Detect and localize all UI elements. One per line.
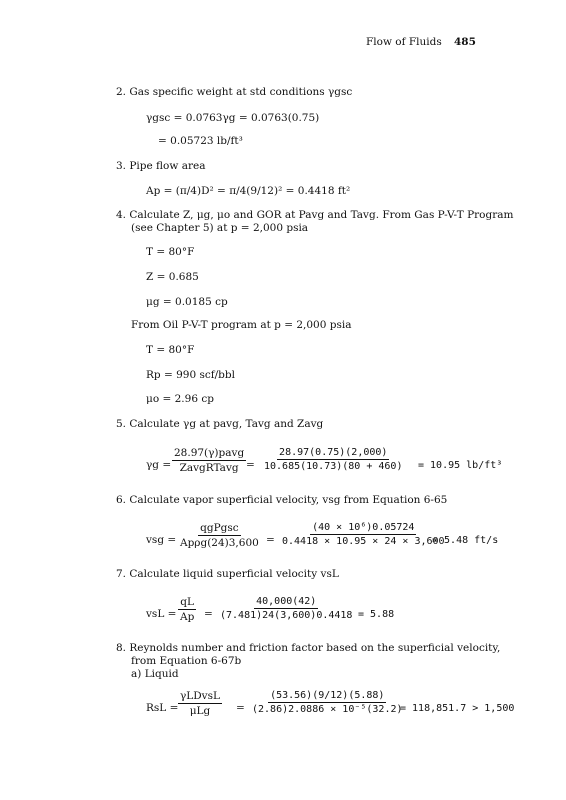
step-7-result: = 5.88: [358, 609, 395, 620]
step-8-lhs: RsL =: [146, 702, 179, 714]
fraction-denominator: 10.685(10.73)(80 + 460): [264, 461, 403, 472]
equals-sign: =: [266, 534, 275, 546]
fraction-denominator: (2.86)2.0886 × 10⁻⁵(32.2): [252, 704, 403, 715]
fraction-denominator: (7.481)24(3,600)0.4418: [220, 610, 353, 621]
step-8-fraction-1: [178, 690, 222, 717]
equals-sign: =: [246, 459, 255, 471]
fraction-numerator: 40,000(42): [256, 596, 317, 607]
fraction-numerator: (53.56)(9/12)(5.88): [270, 690, 385, 701]
oil-viscosity-value: μo = 2.96 cp: [146, 393, 214, 405]
step-3-equation: Ap = (π/4)D² = π/4(9/12)² = 0.4418 ft²: [146, 185, 351, 197]
equals-sign: =: [236, 702, 245, 714]
step-7-title: 7. Calculate liquid superficial velocity vsL: [116, 568, 339, 580]
step-6-result: = 5.48 ft/s: [432, 535, 499, 546]
step-7-fraction-2: [218, 596, 354, 621]
step-8-line-1: 8. Reynolds number and friction factor based on the superficial velocity,: [116, 642, 501, 654]
step-5-lhs: γg =: [146, 459, 172, 471]
fraction-denominator: Ap: [180, 611, 195, 623]
step-6-fraction-1: [178, 522, 261, 549]
fraction-denominator: 0.4418 × 10.95 × 24 × 3,600: [282, 536, 445, 547]
step-5-fraction-1: [172, 447, 246, 474]
step-2-result: = 0.05723 lb/ft³: [158, 135, 243, 147]
temperature-value: T = 80°F: [146, 246, 195, 258]
equals-sign: =: [204, 608, 213, 620]
step-7-lhs: vsL =: [146, 608, 177, 620]
step-2-equation: γgsc = 0.0763γg = 0.0763(0.75): [146, 112, 320, 124]
running-header-title: Flow of Fluids: [366, 36, 442, 48]
oil-temperature-value: T = 80°F: [146, 344, 195, 356]
oil-pvt-line: From Oil P-V-T program at p = 2,000 psia: [131, 319, 352, 331]
step-2-title: 2. Gas specific weight at std conditions γgsc: [116, 86, 353, 98]
fraction-numerator: 28.97(0.75)(2,000): [279, 447, 388, 458]
gor-value: Rp = 990 scf/bbl: [146, 369, 235, 381]
fraction-denominator: ZavgRTavg: [179, 462, 239, 474]
fraction-denominator: Apρg(24)3,600: [180, 537, 259, 549]
step-6-title: 6. Calculate vapor superficial velocity, vsg from Equation 6-65: [116, 494, 448, 506]
z-factor-value: Z = 0.685: [146, 271, 199, 283]
step-5-title: 5. Calculate γg at pavg, Tavg and Zavg: [116, 418, 324, 430]
fraction-numerator: 28.97(γ)pavg: [174, 447, 245, 459]
fraction-numerator: γLDvsL: [180, 690, 220, 702]
step-8-fraction-2: [250, 690, 405, 715]
step-8-line-2: from Equation 6-67b: [131, 655, 242, 667]
step-8-line-3: a) Liquid: [131, 668, 179, 680]
step-5-result: = 10.95 lb/ft³: [418, 460, 503, 471]
step-6-fraction-2: [280, 522, 447, 547]
step-5-fraction-2: [262, 447, 404, 472]
step-4-line-2: (see Chapter 5) at p = 2,000 psia: [131, 222, 309, 234]
fraction-numerator: qgPgsc: [200, 522, 239, 534]
fraction-numerator: qL: [180, 596, 194, 608]
step-7-fraction-1: [178, 596, 196, 623]
gas-viscosity-value: μg = 0.0185 cp: [146, 296, 228, 308]
fraction-numerator: (40 × 10⁶)0.05724: [312, 522, 415, 533]
step-6-lhs: vsg =: [146, 534, 177, 546]
page-number: 485: [454, 36, 476, 48]
fraction-denominator: μLg: [189, 705, 211, 717]
step-8-result: = 118,851.7 > 1,500: [400, 703, 515, 714]
step-4-line-1: 4. Calculate Z, μg, μo and GOR at Pavg and Tavg. From Gas P-V-T Program: [116, 209, 514, 221]
step-3-title: 3. Pipe flow area: [116, 160, 206, 172]
